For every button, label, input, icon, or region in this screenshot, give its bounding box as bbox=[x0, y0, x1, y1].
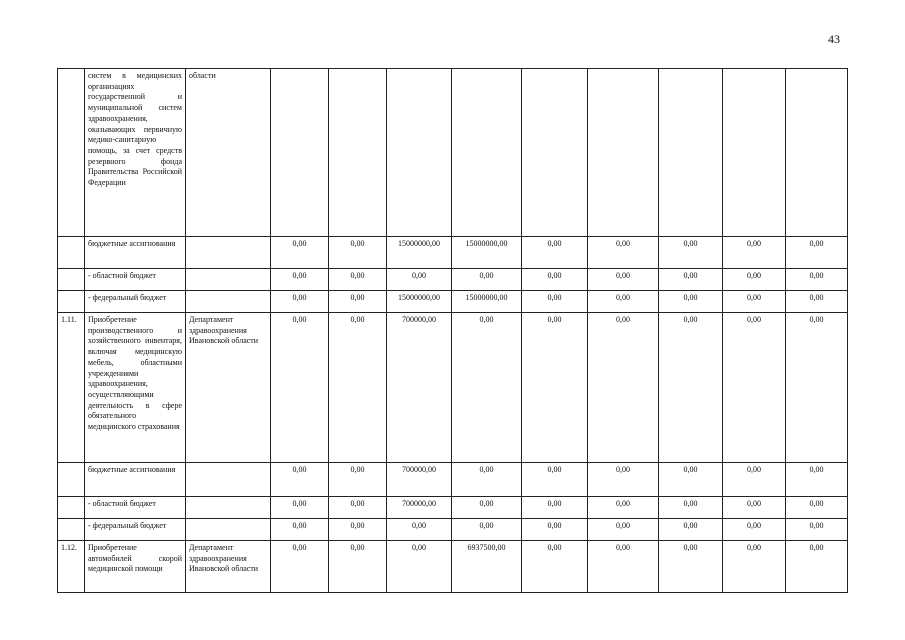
value-cell: 0,00 bbox=[522, 237, 588, 269]
activity-name-cell: Приобретение производственного и хозяйственного инвентаря, включая медицинскую мебель, областными учреждениями здравоохранения, осуществляющими деятельность в сфере обязательного медицинского страхования bbox=[85, 313, 186, 463]
value-cell: 0,00 bbox=[786, 237, 848, 269]
value-cell: 0,00 bbox=[522, 313, 588, 463]
value-cell: 0,00 bbox=[659, 463, 723, 497]
row-number-cell bbox=[58, 237, 85, 269]
value-cell: 0,00 bbox=[271, 291, 329, 313]
executor-cell: Департамент здравоохранения Ивановской области bbox=[186, 541, 271, 593]
row-number-cell bbox=[58, 519, 85, 541]
table-row bbox=[58, 69, 848, 237]
activity-name-cell: - федеральный бюджет bbox=[85, 519, 186, 541]
executor-cell bbox=[186, 269, 271, 291]
value-cell: 0,00 bbox=[786, 497, 848, 519]
value-cell: 0,00 bbox=[786, 269, 848, 291]
value-cell: 0,00 bbox=[271, 313, 329, 463]
value-cell: 0,00 bbox=[659, 237, 723, 269]
activity-name-cell: бюджетные ассигнования bbox=[85, 463, 186, 497]
value-cell: 0,00 bbox=[452, 463, 522, 497]
value-cell: 0,00 bbox=[588, 519, 659, 541]
value-cell: 0,00 bbox=[387, 541, 452, 593]
value-cell: 0,00 bbox=[452, 497, 522, 519]
value-cell: 0,00 bbox=[659, 313, 723, 463]
row-number-cell: 1.11. bbox=[58, 313, 85, 463]
table-row bbox=[58, 291, 848, 313]
value-cell: 0,00 bbox=[659, 291, 723, 313]
value-cell: 0,00 bbox=[271, 541, 329, 593]
value-cell: 0,00 bbox=[329, 541, 387, 593]
value-cell: 0,00 bbox=[271, 519, 329, 541]
value-cell: 0,00 bbox=[786, 291, 848, 313]
row-number-cell bbox=[58, 497, 85, 519]
value-cell: 0,00 bbox=[588, 463, 659, 497]
activity-name-cell: - федеральный бюджет bbox=[85, 291, 186, 313]
table-row bbox=[58, 519, 848, 541]
activity-name-cell: - областной бюджет bbox=[85, 269, 186, 291]
value-cell: 0,00 bbox=[588, 291, 659, 313]
value-cell: 0,00 bbox=[522, 269, 588, 291]
value-cell: 0,00 bbox=[329, 497, 387, 519]
executor-cell bbox=[186, 237, 271, 269]
executor-cell bbox=[186, 463, 271, 497]
value-cell: 0,00 bbox=[387, 269, 452, 291]
value-cell: 0,00 bbox=[786, 541, 848, 593]
value-cell: 0,00 bbox=[723, 463, 786, 497]
page-number: 43 bbox=[828, 32, 840, 46]
value-cell bbox=[659, 69, 723, 237]
value-cell: 0,00 bbox=[452, 269, 522, 291]
value-cell: 0,00 bbox=[271, 497, 329, 519]
value-cell bbox=[329, 69, 387, 237]
value-cell: 0,00 bbox=[588, 269, 659, 291]
table-row bbox=[58, 237, 848, 269]
table-row bbox=[58, 269, 848, 291]
value-cell: 6937500,00 bbox=[452, 541, 522, 593]
table-row bbox=[58, 541, 848, 593]
value-cell: 0,00 bbox=[452, 519, 522, 541]
value-cell bbox=[723, 69, 786, 237]
activity-name-cell: систем в медицинских организациях государственной и муниципальной систем здравоохранения, оказывающих первичную медико-санитарную помощь, за счет средств резервного фонда Правительства Российской Федерации bbox=[85, 69, 186, 237]
value-cell bbox=[786, 69, 848, 237]
value-cell: 0,00 bbox=[522, 497, 588, 519]
activity-name-cell: Приобретение автомобилей скорой медицинской помощи bbox=[85, 541, 186, 593]
value-cell: 0,00 bbox=[522, 541, 588, 593]
value-cell: 15000000,00 bbox=[452, 291, 522, 313]
value-cell: 0,00 bbox=[659, 269, 723, 291]
table-body bbox=[58, 69, 848, 593]
executor-cell: области bbox=[186, 69, 271, 237]
value-cell: 0,00 bbox=[786, 519, 848, 541]
value-cell bbox=[271, 69, 329, 237]
value-cell: 0,00 bbox=[723, 497, 786, 519]
executor-cell: Департамент здравоохранения Ивановской области bbox=[186, 313, 271, 463]
executor-cell bbox=[186, 519, 271, 541]
activity-name-cell: бюджетные ассигнования bbox=[85, 237, 186, 269]
value-cell: 0,00 bbox=[588, 237, 659, 269]
value-cell: 0,00 bbox=[329, 269, 387, 291]
table-row bbox=[58, 463, 848, 497]
value-cell: 0,00 bbox=[329, 237, 387, 269]
value-cell: 0,00 bbox=[522, 519, 588, 541]
value-cell: 700000,00 bbox=[387, 313, 452, 463]
row-number-cell bbox=[58, 269, 85, 291]
value-cell: 0,00 bbox=[452, 313, 522, 463]
value-cell: 0,00 bbox=[329, 313, 387, 463]
value-cell: 0,00 bbox=[329, 519, 387, 541]
value-cell: 0,00 bbox=[723, 313, 786, 463]
row-number-cell: 1.12. bbox=[58, 541, 85, 593]
budget-table bbox=[57, 68, 848, 593]
value-cell: 0,00 bbox=[522, 463, 588, 497]
executor-cell bbox=[186, 497, 271, 519]
value-cell: 0,00 bbox=[329, 463, 387, 497]
value-cell bbox=[522, 69, 588, 237]
row-number-cell bbox=[58, 291, 85, 313]
value-cell bbox=[452, 69, 522, 237]
value-cell: 0,00 bbox=[659, 541, 723, 593]
table-row bbox=[58, 497, 848, 519]
value-cell: 0,00 bbox=[659, 519, 723, 541]
value-cell: 0,00 bbox=[271, 269, 329, 291]
value-cell: 0,00 bbox=[588, 497, 659, 519]
value-cell: 0,00 bbox=[723, 269, 786, 291]
value-cell: 0,00 bbox=[271, 237, 329, 269]
value-cell: 15000000,00 bbox=[387, 291, 452, 313]
value-cell: 15000000,00 bbox=[452, 237, 522, 269]
value-cell: 0,00 bbox=[786, 313, 848, 463]
value-cell: 15000000,00 bbox=[387, 237, 452, 269]
value-cell: 0,00 bbox=[271, 463, 329, 497]
value-cell: 700000,00 bbox=[387, 463, 452, 497]
row-number-cell bbox=[58, 463, 85, 497]
value-cell: 0,00 bbox=[723, 519, 786, 541]
row-number-cell bbox=[58, 69, 85, 237]
value-cell: 700000,00 bbox=[387, 497, 452, 519]
value-cell: 0,00 bbox=[659, 497, 723, 519]
value-cell: 0,00 bbox=[786, 463, 848, 497]
value-cell: 0,00 bbox=[723, 541, 786, 593]
value-cell: 0,00 bbox=[522, 291, 588, 313]
value-cell: 0,00 bbox=[588, 313, 659, 463]
value-cell bbox=[387, 69, 452, 237]
value-cell: 0,00 bbox=[723, 237, 786, 269]
value-cell: 0,00 bbox=[588, 541, 659, 593]
executor-cell bbox=[186, 291, 271, 313]
value-cell: 0,00 bbox=[723, 291, 786, 313]
table-row bbox=[58, 313, 848, 463]
activity-name-cell: - областной бюджет bbox=[85, 497, 186, 519]
value-cell: 0,00 bbox=[387, 519, 452, 541]
value-cell bbox=[588, 69, 659, 237]
value-cell: 0,00 bbox=[329, 291, 387, 313]
